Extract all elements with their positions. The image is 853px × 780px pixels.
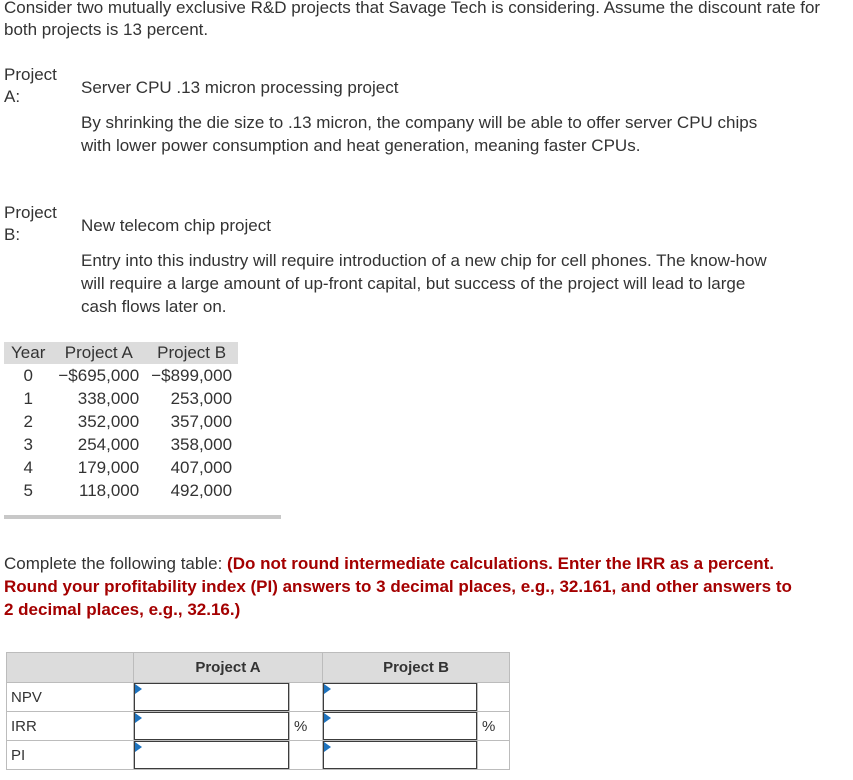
pi-project-a-input[interactable] — [134, 741, 289, 769]
answer-table — [6, 652, 510, 770]
table-row — [4, 456, 238, 479]
year-cell: 2 — [23, 411, 33, 431]
instructions-rounding: (Do not round intermediate calculations. Enter the IRR as a percent. Round your profitability index (PI) answers to 3 decimal places, e.g., 32.161, and other answers to 2 decimal places, e.g., 32.16.) — [4, 554, 792, 619]
project-b-cashflow: −$899,000 — [151, 365, 233, 385]
pi-project-b-input[interactable] — [323, 741, 477, 769]
project-a-cashflow: −$695,000 — [58, 365, 140, 385]
npv-project-a-input[interactable] — [134, 683, 289, 711]
project-b-cashflow: 407,000 — [170, 457, 233, 477]
project-a-cashflow: 338,000 — [77, 388, 140, 408]
table-row — [4, 479, 238, 502]
project-a-description: By shrinking the die size to .13 micron, the company will be able to offer server CPU chips with lower power consumption and heat generation, meaning faster CPUs. — [81, 113, 758, 155]
project-a-cashflow: 179,000 — [77, 457, 140, 477]
row-label-pi: PI — [7, 741, 134, 770]
answer-header-row — [7, 653, 510, 683]
project-b-title: New telecom chip project — [81, 216, 271, 235]
pi-b-cell — [323, 741, 478, 770]
year-cell: 1 — [23, 388, 33, 408]
year-cell: 5 — [23, 480, 33, 500]
npv-project-b-input[interactable] — [323, 683, 477, 711]
instructions-lead: Complete the following table: — [4, 554, 228, 573]
project-a-cashflow: 254,000 — [77, 434, 140, 454]
row-label-irr: IRR — [7, 712, 134, 741]
table-row — [4, 410, 238, 433]
project-a-cashflow: 352,000 — [77, 411, 140, 431]
intro-text: Consider two mutually exclusive R&D projects that Savage Tech is considering. Assume the discount rate for both projects is 13 percent. — [4, 0, 821, 39]
project-b-cashflow: 358,000 — [170, 434, 233, 454]
header-year: Year — [4, 342, 52, 364]
pi-a-cell — [134, 741, 290, 770]
npv-a-unit — [290, 683, 323, 712]
answer-row-irr — [7, 712, 510, 741]
table-bottom-rule — [4, 515, 281, 519]
project-b-cashflow: 253,000 — [170, 388, 233, 408]
irr-b-percent-sign: % — [478, 712, 510, 741]
project-b-description: Entry into this industry will require introduction of a new chip for cell phones. The know-how will require a large amount of up-front capital, but success of the project will lead to large cash flows later on. — [81, 251, 767, 316]
irr-project-b-input[interactable] — [323, 712, 477, 740]
cashflow-table — [4, 342, 238, 502]
answer-row-pi — [7, 741, 510, 770]
irr-a-cell — [134, 712, 290, 741]
pi-b-unit — [478, 741, 510, 770]
header-project-b: Project B — [145, 342, 238, 364]
pi-a-unit — [290, 741, 323, 770]
instructions — [4, 552, 804, 621]
header-project-a: Project A — [52, 342, 145, 364]
year-cell: 4 — [23, 457, 33, 477]
irr-project-a-input[interactable] — [134, 712, 289, 740]
answer-header-project-b: Project B — [323, 653, 510, 683]
row-label-npv: NPV — [7, 683, 134, 712]
irr-a-percent-sign: % — [290, 712, 323, 741]
project-a-cashflow: 118,000 — [79, 480, 140, 500]
answer-header-project-a: Project A — [134, 653, 323, 683]
project-a-title: Server CPU .13 micron processing project — [81, 78, 399, 97]
project-b-cashflow: 357,000 — [170, 411, 233, 431]
cashflow-header-row — [4, 342, 238, 364]
table-row — [4, 433, 238, 456]
year-cell: 3 — [23, 434, 33, 454]
irr-b-cell — [323, 712, 478, 741]
project-a-label: Project A: — [4, 65, 57, 106]
npv-b-unit — [478, 683, 510, 712]
year-cell: 0 — [23, 365, 33, 385]
npv-a-cell — [134, 683, 290, 712]
project-b-label: Project B: — [4, 203, 57, 244]
answer-row-npv — [7, 683, 510, 712]
table-row — [4, 364, 238, 387]
project-b-cashflow: 492,000 — [170, 480, 233, 500]
npv-b-cell — [323, 683, 478, 712]
answer-header-blank — [7, 653, 134, 683]
table-row — [4, 387, 238, 410]
